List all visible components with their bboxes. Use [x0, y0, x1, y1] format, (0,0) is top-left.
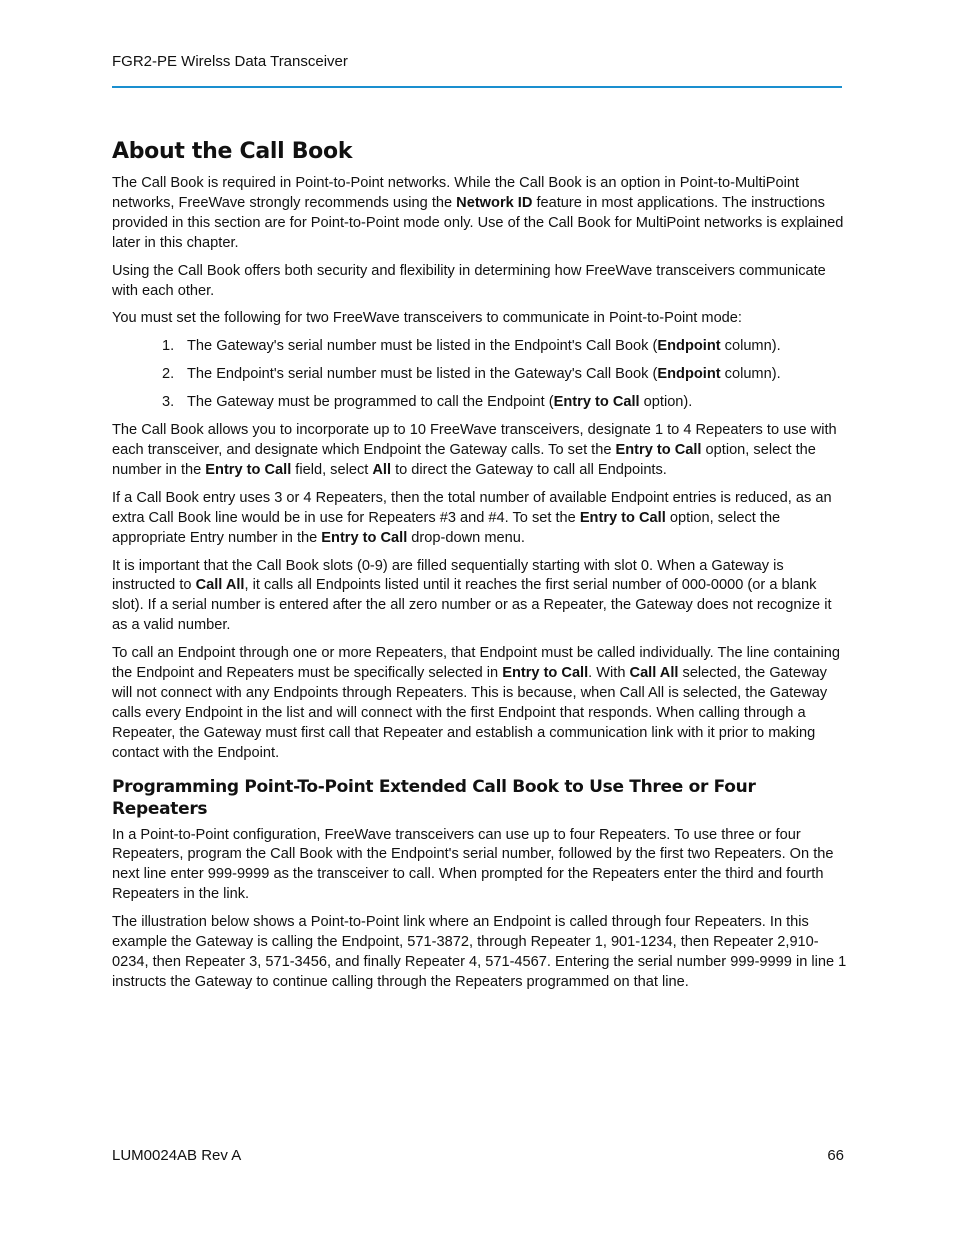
bold-term: Entry to Call [553, 394, 640, 411]
paragraph-1: The Call Book is required in Point-to-Point networks. While the Call Book is an option in Point-to-MultiPoint networks, FreeWave strongly recommends using the Network ID feature in most applications. The instructions provided in this section are for Point-to-Point mode only. Use of the Call Book for MultiPoint networks is explained later in this chapter. [112, 175, 844, 251]
paragraph-6: It is important that the Call Book slots (0-9) are filled sequentially starting with slot 0. When a Gateway is instructed to Call All, it calls all Endpoints listed until it reaches the first serial number of 000-0000 (or a blank slot). If a serial number is entered after the all zero number or as a Repeater, the Gateway does not recognize it as a valid number. [112, 557, 832, 634]
bold-term: Endpoint [657, 338, 721, 355]
section-heading: About the Call Book [112, 139, 353, 164]
bold-term: Entry to Call [502, 665, 589, 682]
list-item-text: The Endpoint's serial number must be listed in the Gateway's Call Book (Endpoint column). [187, 366, 781, 383]
paragraph-2: Using the Call Book offers both security and flexibility in determining how FreeWave transceivers communicate with each other. [112, 262, 826, 299]
bold-term: Entry to Call [321, 529, 408, 546]
footer-doc-id: LUM0024AB Rev A [112, 1147, 242, 1164]
bold-term: Call All [629, 665, 679, 682]
bold-term: Entry to Call [615, 441, 702, 458]
page-content [112, 138, 847, 1001]
paragraph-4: The Call Book allows you to incorporate up to 10 FreeWave transceivers, designate 1 to 4 Repeaters to use with each transceiver, and designate which Endpoint the Gateway calls. To set the Entry to Call option, select the number in the Entry to Call field, select All to direct the Gateway to call all Endpoints. [112, 422, 837, 478]
bold-term: Network ID [456, 194, 533, 211]
list-item-text: The Gateway must be programmed to call the Endpoint (Entry to Call option). [187, 394, 693, 411]
paragraph-7: To call an Endpoint through one or more Repeaters, that Endpoint must be called individually. The line containing the Endpoint and Repeaters must be specifically selected in Entry to Call. With Call All selected, the Gateway will not connect with any Endpoints through Repeaters. This is because, when Call All is selected, the Gateway calls every Endpoint in the list and will connect with the first Endpoint that responds. When calling through a Repeater, the Gateway must first call that Repeater and establish a communication link with it prior to making contact with the Endpoint. [112, 645, 840, 761]
subsection-heading: Programming Point-To-Point Extended Call Book to Use Three or Four Repeaters [112, 776, 756, 819]
bold-term: Entry to Call [205, 461, 292, 478]
list-number: 2. [162, 366, 175, 383]
paragraph-3: You must set the following for two FreeWave transceivers to communicate in Point-to-Point mode: [112, 310, 742, 327]
running-header: FGR2-PE Wirelss Data Transceiver [112, 53, 348, 70]
paragraph-5: If a Call Book entry uses 3 or 4 Repeaters, then the total number of available Endpoint entries is reduced, as an extra Call Book line would be in use for Repeaters #3 and #4. To set the Entry to Call option, select the appropriate Entry number in the Entry to Call drop-down menu. [112, 489, 832, 546]
footer-page-number: 66 [827, 1147, 844, 1164]
list-item [112, 337, 847, 357]
paragraph-9: The illustration below shows a Point-to-Point link where an Endpoint is called through four Repeaters. In this example the Gateway is calling the Endpoint, 571-3872, through Repeater 1, 901-1234, then Repeater 2,910-0234, then Repeater 3, 571-3456, and finally Repeater 4, 571-4567. Entering the serial number 999-9999 in line 1 instructs the Gateway to continue calling through the Repeaters programmed on that line. [112, 914, 847, 990]
requirements-list [112, 337, 847, 413]
bold-term: Endpoint [657, 366, 721, 383]
paragraph-8: In a Point-to-Point configuration, FreeWave transceivers can use up to four Repeaters. To use three or four Repeaters, program the Call Book with the Endpoint's serial number, followed by the first two Repeaters. On the next line enter 999-9999 as the transceiver to call. When prompted for the Repeaters enter the third and fourth Repeaters in the link. [112, 826, 834, 903]
list-item [112, 393, 847, 413]
bold-term: Call All [195, 577, 245, 594]
list-item [112, 365, 847, 385]
bold-term: Entry to Call [579, 509, 666, 526]
list-number: 1. [162, 338, 175, 355]
header-divider [112, 86, 842, 88]
list-item-text: The Gateway's serial number must be listed in the Endpoint's Call Book (Endpoint column). [187, 338, 781, 355]
bold-term: All [372, 461, 392, 478]
list-number: 3. [162, 394, 175, 411]
